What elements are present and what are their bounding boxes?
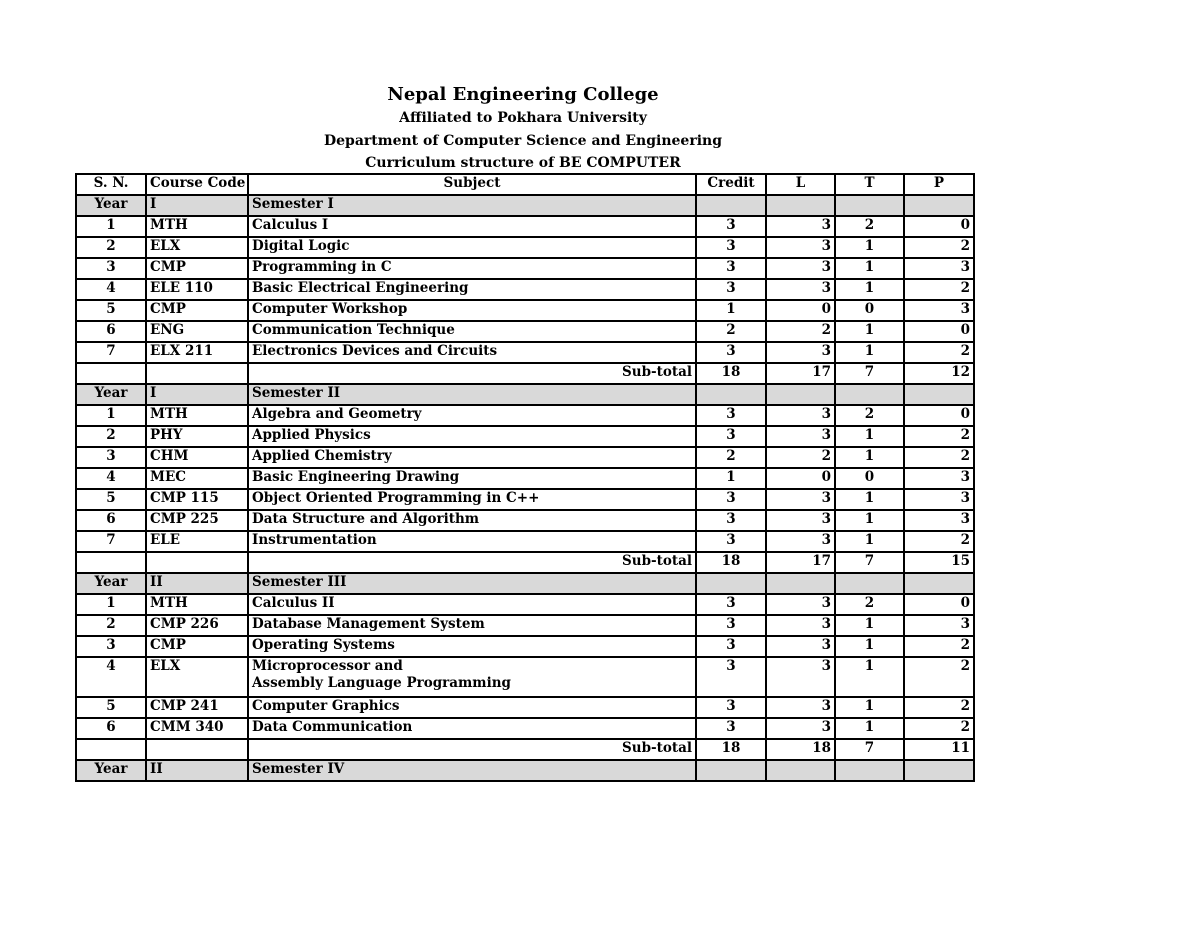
cell-sn: 3 [76, 258, 146, 279]
cell-subject: Semester III [248, 573, 696, 594]
cell-practical [904, 573, 974, 594]
cell-subject [248, 657, 696, 697]
cell-subject: Semester II [248, 384, 696, 405]
table-row [76, 657, 974, 697]
cell-sn: 5 [76, 697, 146, 718]
cell-subject: Basic Electrical Engineering [248, 279, 696, 300]
cell-practical: 3 [904, 489, 974, 510]
cell-practical: 15 [904, 552, 974, 573]
cell-credit: 3 [696, 342, 766, 363]
cell-tutorial: 1 [835, 258, 904, 279]
cell-subject: Basic Engineering Drawing [248, 468, 696, 489]
subject-line: Microprocessor and [252, 658, 403, 674]
cell-lecture: 0 [766, 300, 835, 321]
cell-credit: 18 [696, 739, 766, 760]
cell-lecture: 3 [766, 510, 835, 531]
cell-practical: 0 [904, 321, 974, 342]
cell-course-code: CMP [146, 636, 248, 657]
cell-sn: Year [76, 195, 146, 216]
cell-sn: 3 [76, 447, 146, 468]
cell-subject: Data Structure and Algorithm [248, 510, 696, 531]
cell-tutorial: 1 [835, 321, 904, 342]
cell-credit: 3 [696, 615, 766, 636]
cell-practical: 2 [904, 531, 974, 552]
cell-tutorial [835, 384, 904, 405]
cell-practical: 2 [904, 426, 974, 447]
cell-subject: Object Oriented Programming in C++ [248, 489, 696, 510]
table-row [76, 636, 974, 657]
cell-tutorial: 1 [835, 447, 904, 468]
cell-course-code: CMP [146, 258, 248, 279]
cell-practical: 2 [904, 237, 974, 258]
cell-credit: 3 [696, 489, 766, 510]
cell-course-code: CMM 340 [146, 718, 248, 739]
cell-credit: 3 [696, 718, 766, 739]
cell-tutorial: 1 [835, 342, 904, 363]
semester-row [76, 195, 974, 216]
cell-tutorial: 1 [835, 279, 904, 300]
cell-subject: Computer Workshop [248, 300, 696, 321]
cell-tutorial: 7 [835, 739, 904, 760]
cell-course-code: MEC [146, 468, 248, 489]
cell-lecture [766, 760, 835, 781]
cell-practical: 3 [904, 510, 974, 531]
cell-practical: 2 [904, 697, 974, 718]
cell-course-code: ELE [146, 531, 248, 552]
cell-subject: Computer Graphics [248, 697, 696, 718]
cell-practical [904, 384, 974, 405]
cell-practical: 0 [904, 594, 974, 615]
cell-course-code [146, 739, 248, 760]
semester-row [76, 760, 974, 781]
cell-sn: 3 [76, 636, 146, 657]
cell-sn: 1 [76, 405, 146, 426]
cell-lecture: 17 [766, 552, 835, 573]
cell-lecture: 3 [766, 405, 835, 426]
department-line: Department of Computer Science and Engineering [324, 133, 722, 149]
cell-credit: 1 [696, 300, 766, 321]
cell-lecture: 3 [766, 636, 835, 657]
cell-credit: 3 [696, 636, 766, 657]
cell-sn: 7 [76, 531, 146, 552]
table-row [76, 594, 974, 615]
cell-subject: Applied Chemistry [248, 447, 696, 468]
cell-lecture: 17 [766, 363, 835, 384]
cell-tutorial [835, 195, 904, 216]
cell-course-code: MTH [146, 594, 248, 615]
cell-subject: Communication Technique [248, 321, 696, 342]
cell-credit: 3 [696, 594, 766, 615]
table-row [76, 300, 974, 321]
cell-lecture: 3 [766, 426, 835, 447]
cell-lecture: 3 [766, 718, 835, 739]
cell-course-code: ELX [146, 237, 248, 258]
cell-credit [696, 195, 766, 216]
cell-course-code: I [146, 384, 248, 405]
cell-tutorial [835, 760, 904, 781]
cell-tutorial: 1 [835, 657, 904, 697]
cell-tutorial: 7 [835, 552, 904, 573]
curriculum-title: Curriculum structure of BE COMPUTER [365, 155, 681, 171]
cell-lecture: 3 [766, 342, 835, 363]
cell-credit: 3 [696, 697, 766, 718]
subtotal-row [76, 363, 974, 384]
col-header-course-code: Course Code [146, 174, 248, 195]
cell-subject: Programming in C [248, 258, 696, 279]
cell-subject: Instrumentation [248, 531, 696, 552]
cell-subject: Data Communication [248, 718, 696, 739]
cell-credit: 3 [696, 258, 766, 279]
col-header-p: P [904, 174, 974, 195]
table-row [76, 342, 974, 363]
cell-course-code: CMP [146, 300, 248, 321]
cell-practical: 12 [904, 363, 974, 384]
col-header-t: T [835, 174, 904, 195]
table-row [76, 321, 974, 342]
cell-course-code: CHM [146, 447, 248, 468]
cell-course-code: CMP 225 [146, 510, 248, 531]
cell-tutorial: 2 [835, 405, 904, 426]
cell-subject: Applied Physics [248, 426, 696, 447]
cell-practical: 2 [904, 718, 974, 739]
cell-practical: 3 [904, 615, 974, 636]
cell-sn: 1 [76, 594, 146, 615]
cell-subject: Semester I [248, 195, 696, 216]
cell-sn: Year [76, 573, 146, 594]
cell-sn: 1 [76, 216, 146, 237]
cell-sn: 5 [76, 300, 146, 321]
cell-sn: 5 [76, 489, 146, 510]
subtotal-row [76, 552, 974, 573]
cell-tutorial: 2 [835, 216, 904, 237]
cell-lecture: 3 [766, 216, 835, 237]
cell-credit: 3 [696, 426, 766, 447]
cell-tutorial: 2 [835, 594, 904, 615]
cell-lecture: 3 [766, 279, 835, 300]
cell-credit: 3 [696, 216, 766, 237]
curriculum-table [75, 173, 975, 782]
cell-sn: Year [76, 384, 146, 405]
cell-lecture: 3 [766, 657, 835, 697]
table-row [76, 447, 974, 468]
cell-practical: 0 [904, 216, 974, 237]
cell-course-code [146, 552, 248, 573]
cell-lecture: 3 [766, 697, 835, 718]
cell-tutorial: 1 [835, 718, 904, 739]
cell-sn [76, 739, 146, 760]
cell-sn: 7 [76, 342, 146, 363]
cell-tutorial: 1 [835, 531, 904, 552]
cell-credit: 2 [696, 321, 766, 342]
cell-lecture: 0 [766, 468, 835, 489]
cell-subject: Calculus I [248, 216, 696, 237]
cell-credit: 1 [696, 468, 766, 489]
cell-tutorial: 1 [835, 426, 904, 447]
cell-course-code: CMP 241 [146, 697, 248, 718]
cell-tutorial: 1 [835, 237, 904, 258]
cell-course-code: ELX 211 [146, 342, 248, 363]
cell-credit: 3 [696, 657, 766, 697]
cell-course-code: ELX [146, 657, 248, 697]
cell-tutorial: 1 [835, 697, 904, 718]
cell-tutorial: 1 [835, 510, 904, 531]
cell-subject: Electronics Devices and Circuits [248, 342, 696, 363]
college-title: Nepal Engineering College [387, 84, 659, 105]
cell-sn [76, 552, 146, 573]
cell-lecture: 18 [766, 739, 835, 760]
semester-row [76, 573, 974, 594]
cell-sn: 2 [76, 615, 146, 636]
cell-tutorial: 7 [835, 363, 904, 384]
cell-subject: Database Management System [248, 615, 696, 636]
cell-practical [904, 195, 974, 216]
cell-lecture [766, 384, 835, 405]
cell-lecture: 2 [766, 447, 835, 468]
cell-subject: Calculus II [248, 594, 696, 615]
cell-course-code: CMP 115 [146, 489, 248, 510]
table-row [76, 615, 974, 636]
cell-subject: Algebra and Geometry [248, 405, 696, 426]
cell-credit [696, 760, 766, 781]
cell-sn [76, 363, 146, 384]
table-row [76, 258, 974, 279]
cell-credit: 2 [696, 447, 766, 468]
table-row [76, 489, 974, 510]
cell-tutorial: 1 [835, 489, 904, 510]
semester-row [76, 384, 974, 405]
cell-credit [696, 573, 766, 594]
cell-lecture: 3 [766, 594, 835, 615]
col-header-l: L [766, 174, 835, 195]
cell-practical: 3 [904, 300, 974, 321]
table-row [76, 718, 974, 739]
cell-sn: 2 [76, 426, 146, 447]
cell-credit: 3 [696, 531, 766, 552]
cell-tutorial: 0 [835, 468, 904, 489]
table-row [76, 405, 974, 426]
cell-course-code: II [146, 573, 248, 594]
cell-sn: 6 [76, 718, 146, 739]
subtotal-row [76, 739, 974, 760]
cell-practical [904, 760, 974, 781]
cell-sn: 6 [76, 321, 146, 342]
cell-credit: 18 [696, 552, 766, 573]
cell-practical: 2 [904, 447, 974, 468]
table-body [76, 195, 974, 781]
cell-credit: 3 [696, 237, 766, 258]
cell-subject: Sub-total [248, 552, 696, 573]
cell-practical: 2 [904, 279, 974, 300]
cell-sn: 2 [76, 237, 146, 258]
cell-credit: 3 [696, 510, 766, 531]
table-row [76, 426, 974, 447]
cell-course-code: I [146, 195, 248, 216]
table-row [76, 697, 974, 718]
table-row [76, 216, 974, 237]
cell-course-code [146, 363, 248, 384]
subject-line: Assembly Language Programming [252, 675, 511, 691]
cell-lecture: 3 [766, 489, 835, 510]
cell-practical: 2 [904, 636, 974, 657]
col-header-sn: S. N. [76, 174, 146, 195]
cell-sn: 6 [76, 510, 146, 531]
cell-course-code: ELE 110 [146, 279, 248, 300]
cell-practical: 3 [904, 468, 974, 489]
cell-lecture [766, 195, 835, 216]
cell-subject: Sub-total [248, 739, 696, 760]
cell-course-code: MTH [146, 405, 248, 426]
cell-course-code: II [146, 760, 248, 781]
col-header-credit: Credit [696, 174, 766, 195]
cell-sn: 4 [76, 657, 146, 697]
cell-tutorial: 0 [835, 300, 904, 321]
cell-lecture: 3 [766, 531, 835, 552]
cell-subject: Semester IV [248, 760, 696, 781]
cell-subject: Operating Systems [248, 636, 696, 657]
cell-credit [696, 384, 766, 405]
cell-course-code: CMP 226 [146, 615, 248, 636]
cell-practical: 3 [904, 258, 974, 279]
cell-practical: 0 [904, 405, 974, 426]
cell-tutorial [835, 573, 904, 594]
cell-subject: Digital Logic [248, 237, 696, 258]
cell-lecture: 2 [766, 321, 835, 342]
cell-lecture [766, 573, 835, 594]
cell-credit: 3 [696, 279, 766, 300]
table-row [76, 531, 974, 552]
cell-practical: 11 [904, 739, 974, 760]
cell-sn: 4 [76, 468, 146, 489]
table-header-row [76, 174, 974, 195]
cell-course-code: PHY [146, 426, 248, 447]
cell-credit: 18 [696, 363, 766, 384]
cell-subject: Sub-total [248, 363, 696, 384]
table-row [76, 237, 974, 258]
cell-course-code: ENG [146, 321, 248, 342]
cell-tutorial: 1 [835, 615, 904, 636]
col-header-subject: Subject [248, 174, 696, 195]
cell-lecture: 3 [766, 615, 835, 636]
affiliation-line: Affiliated to Pokhara University [399, 110, 647, 126]
cell-lecture: 3 [766, 258, 835, 279]
cell-credit: 3 [696, 405, 766, 426]
cell-course-code: MTH [146, 216, 248, 237]
table-row [76, 279, 974, 300]
table-row [76, 510, 974, 531]
cell-sn: 4 [76, 279, 146, 300]
cell-tutorial: 1 [835, 636, 904, 657]
table-row [76, 468, 974, 489]
cell-lecture: 3 [766, 237, 835, 258]
cell-practical: 2 [904, 657, 974, 697]
cell-practical: 2 [904, 342, 974, 363]
cell-sn: Year [76, 760, 146, 781]
